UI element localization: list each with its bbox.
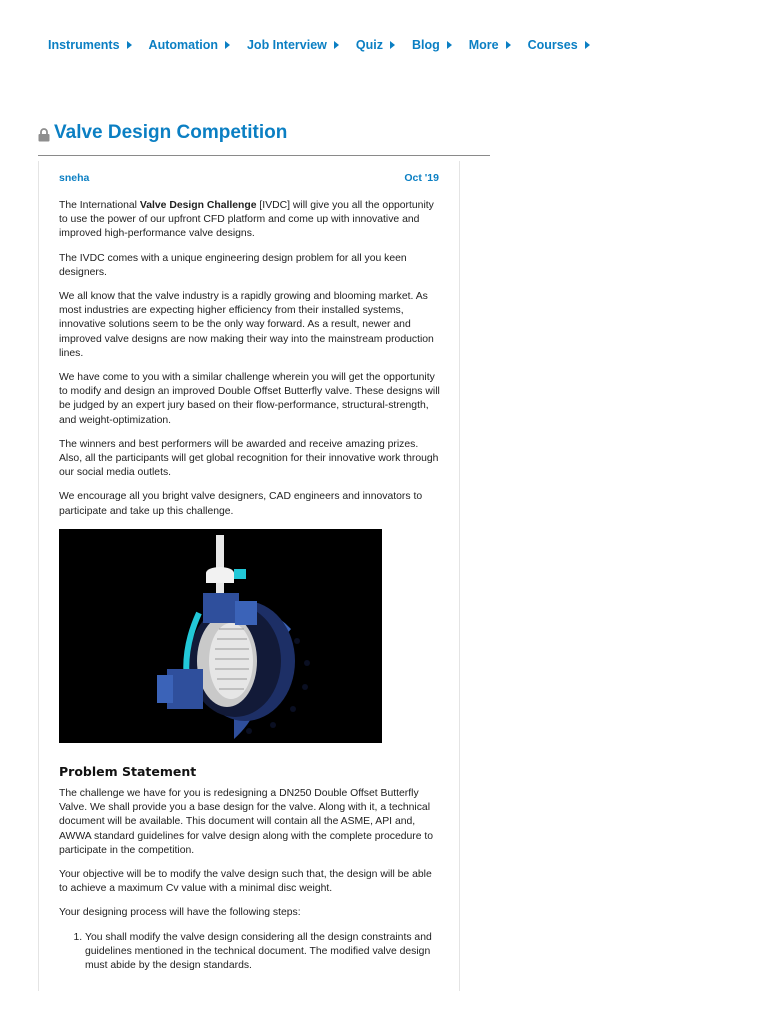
nav-label: Courses: [527, 38, 578, 52]
nav-label: Blog: [411, 38, 440, 52]
nav-label: More: [468, 38, 499, 52]
post-body: [59, 199, 441, 973]
post-paragraph: The winners and best performers will be awarded and receive amazing prizes. Also, all the participants will get global recognition for their innovative work through our social media outlets.: [59, 438, 439, 479]
valve-render-image[interactable]: [59, 529, 382, 743]
caret-right-icon: [225, 41, 230, 49]
post-card: [38, 161, 460, 991]
caret-right-icon: [447, 41, 452, 49]
nav-item-courses[interactable]: [528, 38, 590, 52]
nav-item-automation[interactable]: [149, 38, 230, 52]
nav-item-quiz[interactable]: [356, 38, 395, 52]
bold-text: Valve Design Challenge: [139, 200, 257, 211]
nav-item-instruments[interactable]: [48, 38, 132, 52]
caret-right-icon: [334, 41, 339, 49]
topic-title-row: [38, 122, 287, 144]
post-paragraph: We have come to you with a similar challenge wherein you will get the opportunity to modify and design an improved Double Offset Butterfly valve. These designs will be judged by an expert jury based on their flow-performance, structural-strength, and weight-optimization.: [59, 372, 440, 426]
lock-icon: [38, 128, 50, 142]
steps-list: [59, 931, 441, 974]
nav-label: Automation: [148, 38, 218, 52]
title-divider: [38, 155, 490, 156]
caret-right-icon: [585, 41, 590, 49]
butterfly-valve-illustration: [59, 529, 382, 743]
caret-right-icon: [390, 41, 395, 49]
post-date[interactable]: Oct '19: [404, 172, 439, 184]
nav-item-more[interactable]: [469, 38, 511, 52]
top-navigation: [48, 38, 607, 52]
page-title[interactable]: Valve Design Competition: [54, 122, 288, 143]
nav-label: Quiz: [355, 38, 383, 52]
post-paragraph: Your objective will be to modify the valve design such that, the design will be able to achieve a maximum Cv value with a minimal disc weight.: [59, 869, 432, 895]
caret-right-icon: [127, 41, 132, 49]
post-paragraph: We encourage all you bright valve designers, CAD engineers and innovators to participate and take up this challenge.: [59, 491, 423, 517]
text-span: The International: [59, 200, 140, 211]
author-name[interactable]: sneha: [59, 172, 90, 184]
post-paragraph: The challenge we have for you is redesigning a DN250 Double Offset Butterfly Valve. We shall provide you a base design for the valve. Along with it, a technical document will be available. This document will contain all the ASME, API and, AWWA standard guidelines for valve design along with the complete procedure to participate in the competition.: [59, 788, 434, 856]
nav-item-job-interview[interactable]: [247, 38, 339, 52]
post-meta: [59, 172, 439, 184]
section-heading: Problem Statement: [59, 763, 197, 779]
nav-label: Job Interview: [246, 38, 327, 52]
nav-item-blog[interactable]: [412, 38, 452, 52]
post-paragraph: The IVDC comes with a unique engineering design problem for all you keen designers.: [59, 252, 407, 278]
post-paragraph: [59, 199, 441, 242]
text-span: [IVDC] will give you all the opportunity to use the power of our upfront CFD platform and come up with innovative and improved high-performance valve designs.: [59, 200, 434, 240]
caret-right-icon: [506, 41, 511, 49]
post-paragraph: Your designing process will have the following steps:: [59, 907, 301, 919]
nav-label: Instruments: [48, 38, 120, 52]
post-paragraph: We all know that the valve industry is a rapidly growing and blooming market. As most industries are expecting higher efficiency from their installed systems, innovative solutions seem to be the only way forward. As a result, newer and improved valve designs are now making their way into the mainstream production lines.: [59, 291, 434, 359]
list-item: 1. You shall modify the valve design considering all the design constraints and guidelines mentioned in the technical document. The modified valve design must abide by the design standards.: [85, 931, 441, 974]
